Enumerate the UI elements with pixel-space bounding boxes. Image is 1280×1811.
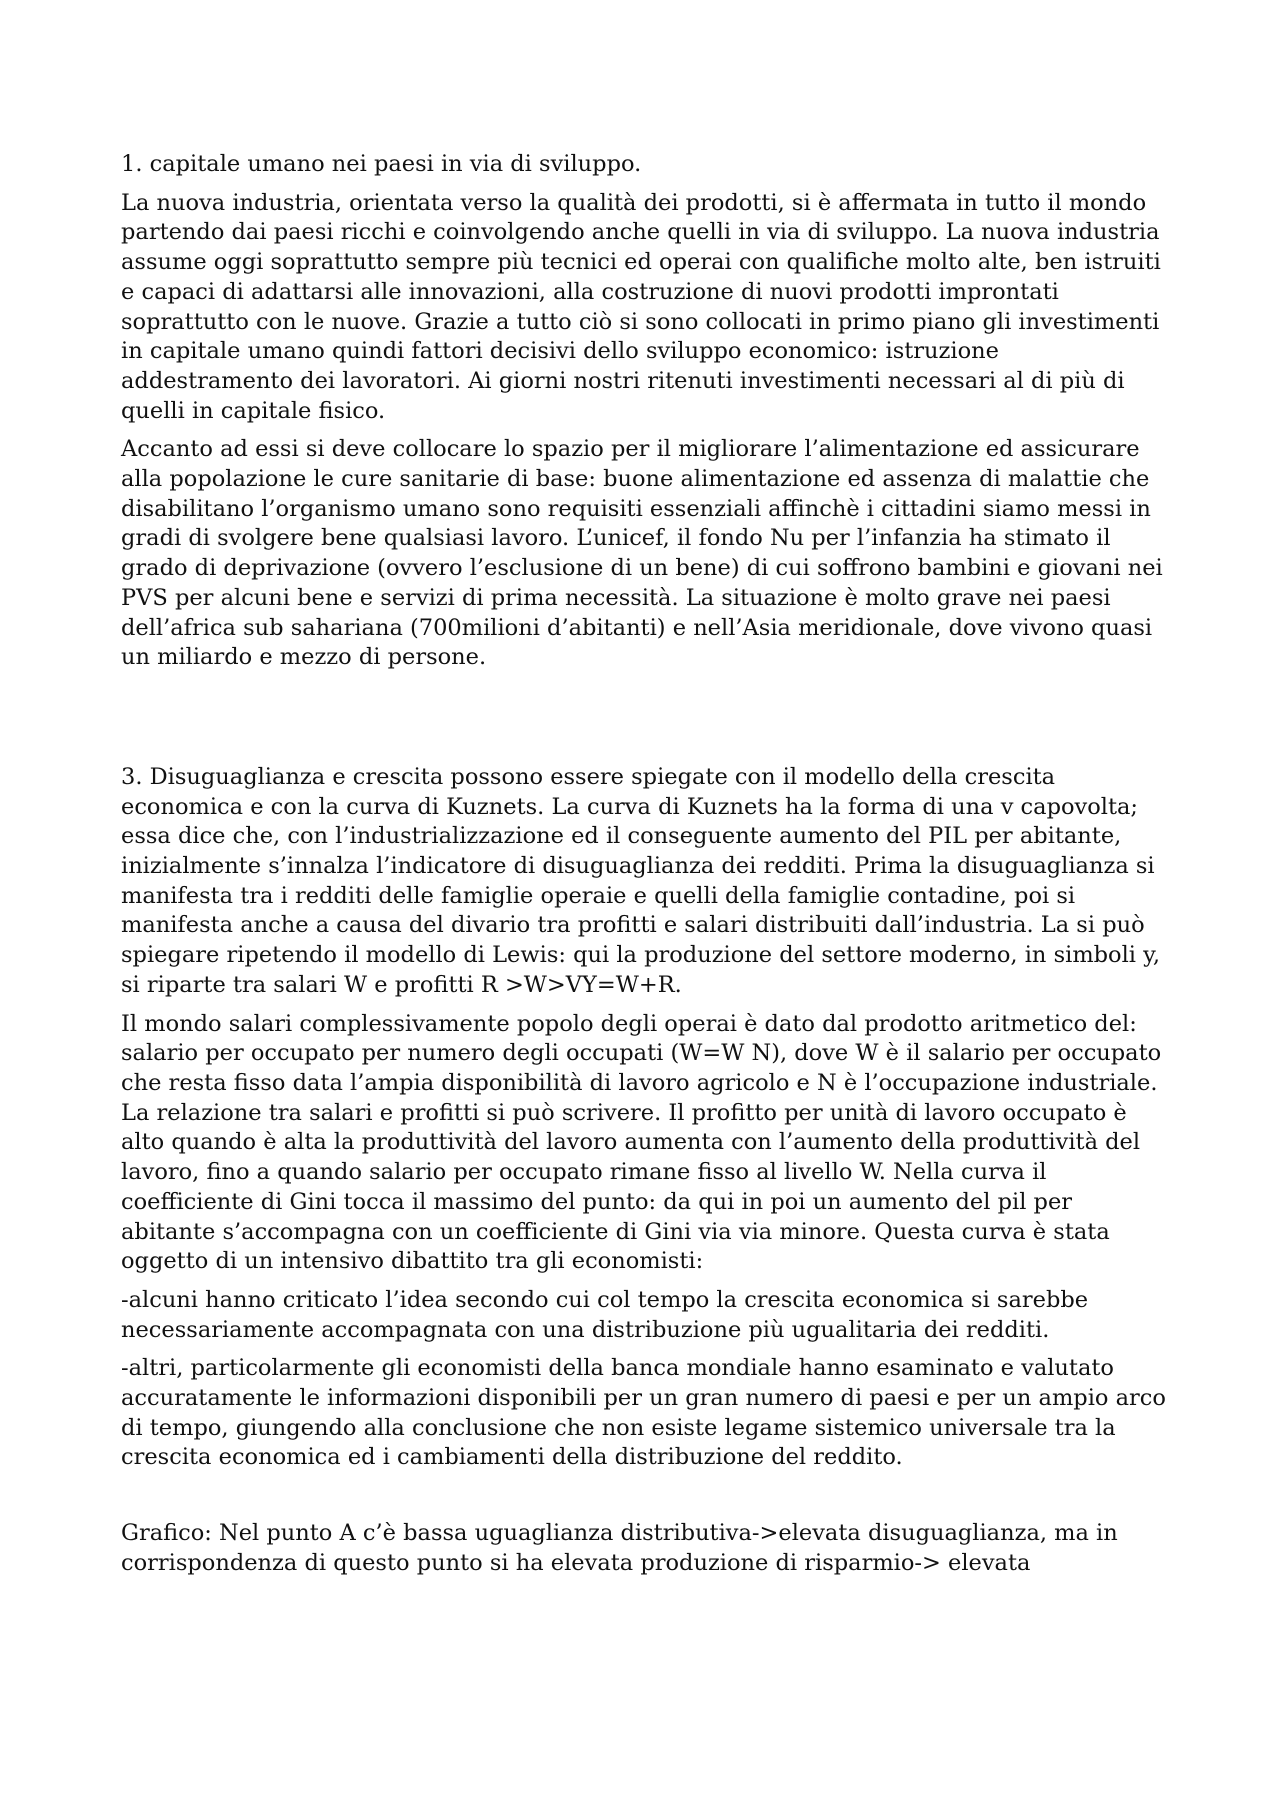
section-spacer <box>121 1482 1166 1519</box>
paragraph-alimentazione: Accanto ad essi si deve collocare lo spazio per il migliorare l’alimentazione ed assicurare alla popolazione le cure sanitarie di base: buone alimentazione ed assenza di malattie che disabilitano l’organismo umano sono requisiti essenziali affinchè i cittadini siamo messi in gradi di svolgere bene qualsiasi lavoro. L’unicef, il fondo Nu per l’infanzia ha stimato il grado di deprivazione (ovvero l’esclusione di un bene) di cui soffrono bambini e giovani nei PVS per alcuni bene e servizi di prima necessità. La situazione è molto grave nei paesi dell’africa sub sahariana (700milioni d’abitanti) e nell’Asia meridionale, dove vivono quasi un miliardo e mezzo di persone. <box>121 436 1163 671</box>
section-heading-capitale-umano: 1. capitale umano nei paesi in via di sviluppo. <box>121 151 642 177</box>
paragraph-nuova-industria: La nuova industria, orientata verso la qualità dei prodotti, si è affermata in tutto il mondo partendo dai paesi ricchi e coinvolgendo anche quelli in via di sviluppo. La nuova industria assume oggi soprattutto sempre più tecnici ed operai con qualifiche molto alte, ben istruiti e capaci di adattarsi alle innovazioni, alla costruzione di nuovi prodotti improntati soprattutto con le nuove. Grazie a tutto ciò si sono collocati in primo piano gli investimenti in capitale umano quindi fattori decisivi dello sviluppo economico: istruzione addestramento dei lavoratori. Ai giorni nostri ritenuti investimenti necessari al di più di quelli in capitale fisico. <box>121 189 1161 424</box>
paragraph-altri: -altri, particolarmente gli economisti della banca mondiale hanno esaminato e valutato accuratamente le informazioni disponibili per un gran numero di paesi e per un ampio arco di tempo, giungendo alla conclusione che non esiste legame sistemico universale tra la crescita economica ed i cambiamenti della distribuzione del reddito. <box>121 1355 1166 1471</box>
section-spacer <box>121 682 1166 763</box>
document-page <box>121 150 1166 1588</box>
paragraph-salari: Il mondo salari complessivamente popolo degli operai è dato dal prodotto aritmetico del: salario per occupato per numero degli occupati (W=W N), dove W è il salario per occupato che resta fisso data l’ampia disponibilità di lavoro agricolo e N è l’occupazione industriale. La relazione tra salari e profitti si può scrivere. Il profitto per unità di lavoro occupato è alto quando è alta la produttività del lavoro aumenta con l’aumento della produttività del lavoro, fino a quando salario per occupato rimane fisso al livello W. Nella curva il coefficiente di Gini tocca il massimo del punto: da qui in poi un aumento del pil per abitante s’accompagna con un coefficiente di Gini via via minore. Questa curva è stata oggetto di un intensivo dibattito tra gli economisti: <box>121 1010 1162 1275</box>
paragraph-alcuni: -alcuni hanno criticato l’idea secondo cui col tempo la crescita economica si sarebbe necessariamente accompagnata con una distribuzione più ugualitaria dei redditi. <box>121 1286 1089 1343</box>
paragraph-grafico: Grafico: Nel punto A c’è bassa uguaglianza distributiva->elevata disuguaglianza, ma in corrispondenza di questo punto si ha elevata produzione di risparmio-> elevata <box>121 1520 1118 1576</box>
paragraph-disuguaglianza-crescita: 3. Disuguaglianza e crescita possono essere spiegate con il modello della crescita economica e con la curva di Kuznets. La curva di Kuznets ha la forma di una v capovolta; essa dice che, con l’industrializzazione ed il conseguente aumento del PIL per abitante, inizialmente s’innalza l’indicatore di disuguaglianza dei redditi. Prima la disuguaglianza si manifesta tra i redditi delle famiglie operaie e quelli della famiglie contadine, poi si manifesta anche a causa del divario tra profitti e salari distribuiti dall’industria. La si può spiegare ripetendo il modello di Lewis: qui la produzione del settore moderno, in simboli y, si riparte tra salari W e profitti R >W>VY=W+R. <box>121 763 1161 998</box>
